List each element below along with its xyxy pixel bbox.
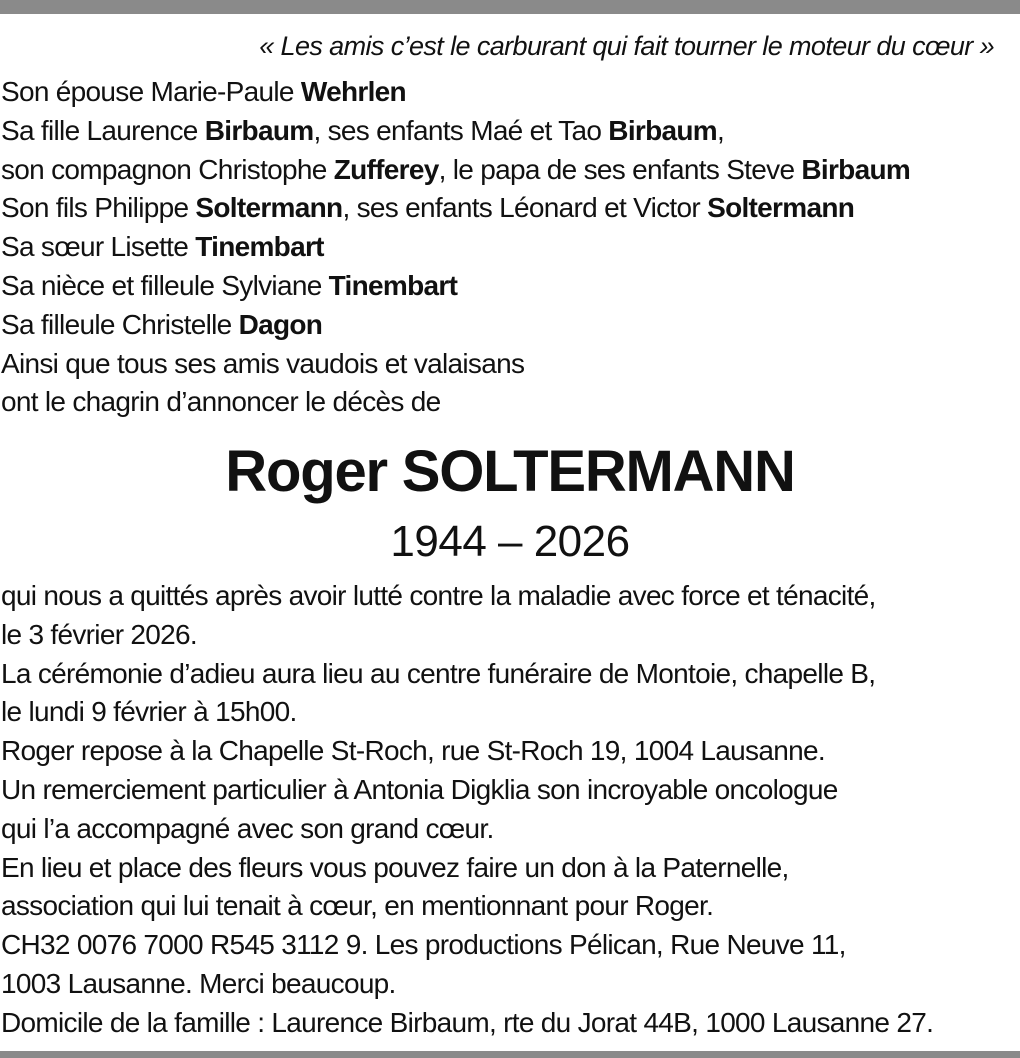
detail-line: Un remerciement particulier à Antonia Digklia son incroyable oncologue [1,773,838,805]
family-surname: Tinembart [328,269,458,301]
family-surname: Dagon [238,308,323,340]
family-text: Sa fille Laurence [1,114,205,146]
epigraph-quote: « Les amis c’est le carburant qui fait tourner le moteur du cœur » [259,31,994,61]
details-block [1,577,933,1043]
detail-line: La cérémonie d’adieu aura lieu au centre funéraire de Montoie, chapelle B, [1,657,876,689]
family-line [1,228,910,267]
family-text: Ainsi que tous ses amis vaudois et valaisans [1,347,525,379]
family-list [1,73,910,422]
family-line [1,73,910,112]
detail-line: le lundi 9 février à 15h00. [1,696,297,728]
family-line [1,383,910,422]
family-text: Sa nièce et filleule Sylviane [1,269,329,301]
family-line [1,306,910,345]
detail-line: association qui lui tenait à cœur, en mentionnant pour Roger. [1,890,714,922]
detail-line: CH32 0076 7000 R545 3112 9. Les productions Pélican, Rue Neuve 11, [1,929,846,961]
family-surname: Soltermann [707,192,855,224]
deceased-dates: 1944 – 2026 [390,517,630,566]
detail-line: le 3 février 2026. [1,618,197,650]
family-text: son compagnon Christophe [1,153,334,185]
family-line [1,267,910,306]
detail-line: Domicile de la famille : Laurence Birbaum, rte du Jorat 44B, 1000 Lausanne 27. [1,1006,934,1038]
family-text: Son fils Philippe [1,192,196,224]
family-text: Sa sœur Lisette [1,231,196,263]
bottom-rule [0,1051,1020,1058]
family-line [1,189,910,228]
deceased-name: Roger SOLTERMANN [225,439,795,504]
family-surname: Birbaum [204,114,314,146]
top-rule [0,0,1020,14]
detail-line: En lieu et place des fleurs vous pouvez faire un don à la Paternelle, [1,851,789,883]
family-text: , ses enfants Léonard et Victor [342,192,708,224]
family-surname: Tinembart [195,231,324,263]
family-text: , le papa de ses enfants Steve [438,153,802,185]
detail-line: qui nous a quittés après avoir lutté contre la maladie avec force et ténacité, [1,580,876,611]
family-surname: Birbaum [608,114,717,146]
family-text: ont le chagrin d’annoncer le décès de [1,386,441,418]
detail-line: Roger repose à la Chapelle St-Roch, rue St-Roch 19, 1004 Lausanne. [1,735,825,767]
family-text: Son épouse Marie-Paule [1,76,301,107]
detail-line: 1003 Lausanne. Merci beaucoup. [1,967,396,999]
family-surname: Birbaum [801,153,911,185]
family-surname: Zufferey [333,153,439,185]
family-surname: Wehrlen [300,76,406,107]
family-surname: Soltermann [195,192,343,224]
family-line [1,112,910,151]
detail-line: qui l’a accompagné avec son grand cœur. [1,812,494,844]
family-line [1,151,910,190]
family-line [1,345,910,384]
family-text: Sa filleule Christelle [1,308,239,340]
family-text: , ses enfants Maé et Tao [313,114,609,146]
family-text: , [716,114,725,146]
